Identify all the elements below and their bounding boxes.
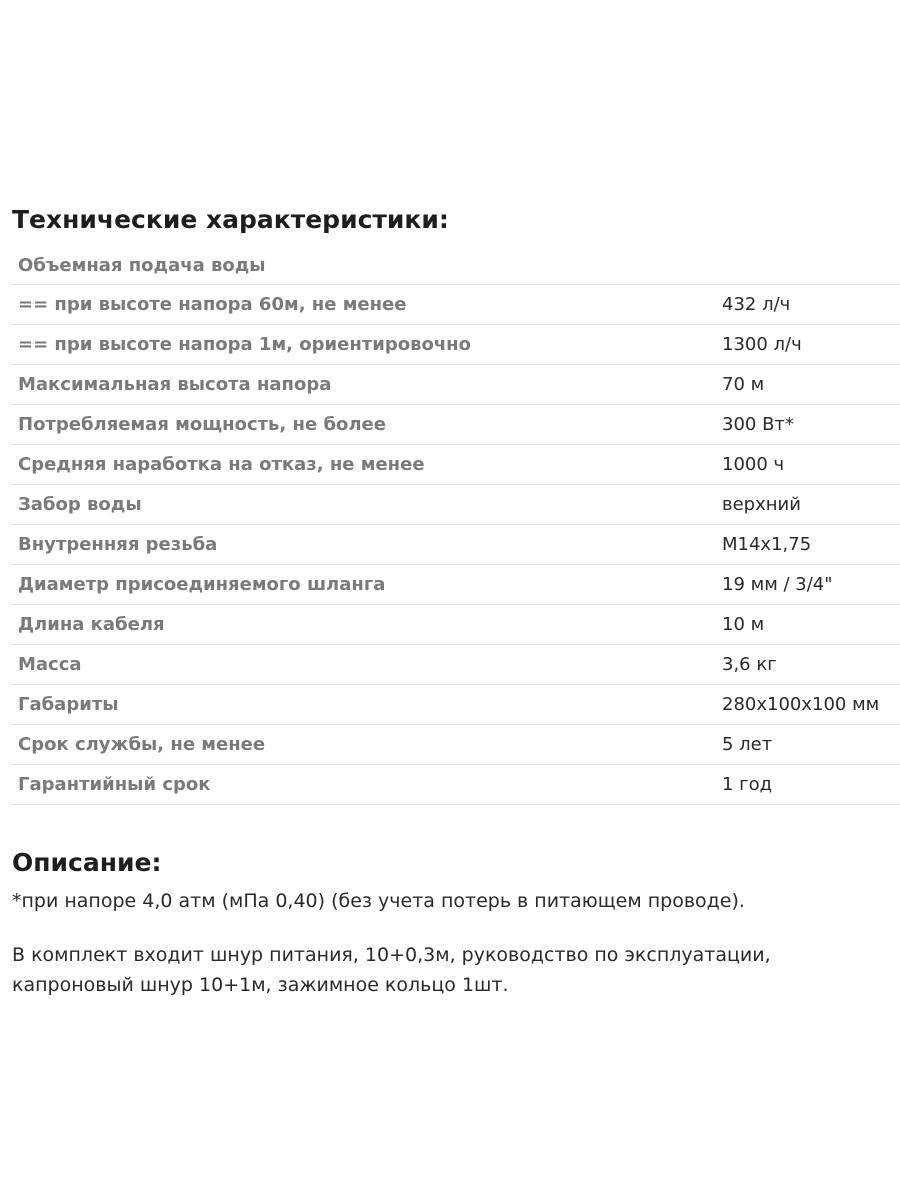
spec-label: Забор воды — [18, 494, 142, 515]
description-kit-line: капроновый шнур 10+1м, зажимное кольцо 1шт. — [12, 974, 509, 996]
spec-row — [10, 525, 900, 565]
spec-label: Внутренняя резьба — [18, 534, 218, 555]
spec-row — [10, 485, 900, 525]
spec-value: 1000 ч — [722, 454, 785, 475]
spec-row — [10, 285, 900, 325]
spec-row — [10, 325, 900, 365]
spec-value: 1300 л/ч — [722, 334, 802, 355]
spec-label: Гарантийный срок — [18, 774, 211, 795]
spec-label: == при высоте напора 60м, не менее — [18, 294, 407, 315]
spec-value: 70 м — [722, 374, 765, 395]
spec-value: 1 год — [722, 774, 773, 795]
spec-value: 3,6 кг — [722, 654, 777, 675]
description-kit-line: В комплект входит шнур питания, 10+0,3м, руководство по эксплуатации, — [12, 944, 771, 966]
spec-label: Диаметр присоединяемого шланга — [18, 574, 386, 595]
spec-value: 19 мм / 3/4" — [722, 574, 833, 595]
spec-value: 10 м — [722, 614, 765, 635]
spec-label: Максимальная высота напора — [18, 374, 332, 395]
spec-label: Потребляемая мощность, не более — [18, 414, 386, 435]
spec-label: Срок службы, не менее — [18, 734, 266, 755]
specs-title: Технические характеристики: — [12, 205, 449, 234]
spec-label: Средняя наработка на отказ, не менее — [18, 454, 425, 475]
spec-row — [10, 365, 900, 405]
spec-row — [10, 246, 900, 285]
spec-label: Объемная подача воды — [18, 254, 266, 276]
spec-value: 432 л/ч — [722, 294, 791, 315]
spec-value: 280х100х100 мм — [722, 694, 880, 715]
spec-row — [10, 765, 900, 805]
specs-table — [10, 246, 900, 805]
spec-row — [10, 405, 900, 445]
spec-value: 300 Вт* — [722, 414, 794, 435]
spec-row — [10, 605, 900, 645]
spec-row — [10, 565, 900, 605]
spec-row — [10, 725, 900, 765]
spec-label: Длина кабеля — [18, 614, 165, 635]
spec-label: Масса — [18, 654, 82, 675]
spec-value: 5 лет — [722, 734, 773, 755]
description-footnote: *при напоре 4,0 атм (мПа 0,40) (без учета потерь в питающем проводе). — [12, 890, 745, 912]
spec-value: верхний — [722, 494, 801, 515]
description-title: Описание: — [12, 848, 162, 877]
spec-value: М14х1,75 — [722, 534, 812, 555]
spec-row — [10, 645, 900, 685]
spec-row — [10, 685, 900, 725]
spec-label: == при высоте напора 1м, ориентировочно — [18, 334, 471, 355]
spec-row — [10, 445, 900, 485]
description-kit-contents — [12, 940, 892, 1000]
spec-label: Габариты — [18, 694, 119, 715]
